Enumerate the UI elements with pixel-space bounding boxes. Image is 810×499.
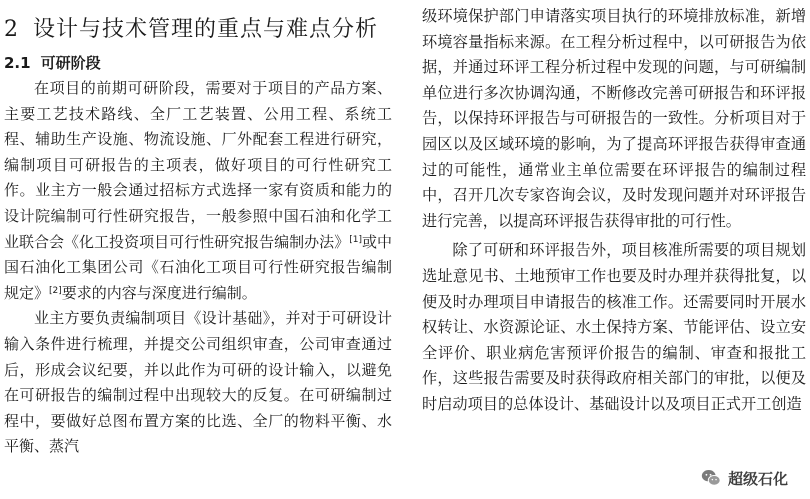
reference-marker[interactable]: [1] <box>349 234 362 245</box>
paragraph-text: 或中国石油化工集团公司《石油化工项目可行性研究报告编制规定》 <box>4 232 392 302</box>
paragraph-text: 要求的内容与深度进行编制。 <box>61 283 257 302</box>
watermark-text: 超级石化 <box>727 469 788 488</box>
paragraph <box>4 76 392 306</box>
paragraph-text: 除了可研和环评报告外，项目核准所需要的项目规划选址意见书、土地预审工作也要及时办理并获得批复，以便及时办理项目申请报告的核准工作。还需要同时开展水权转让、水资源论证、水土保持方案、节能评估、设立安全评价、职业病危害预评价报告的编制、审查和报批工作，这些报告需要及时获得政府相关部门的审批，以便及时启动项目的总体设计、基础设计以及项目正式开工创造 <box>422 241 806 413</box>
subsection-title: 可研阶段 <box>40 54 101 72</box>
paragraph <box>422 238 806 417</box>
wechat-icon <box>700 467 722 489</box>
section-number: 2 <box>4 17 19 42</box>
subsection-heading <box>4 50 392 76</box>
paragraph <box>4 306 392 460</box>
subsection-number: 2.1 <box>4 54 31 72</box>
paragraph-text: 在项目的前期可研阶段，需要对于项目的产品方案、主要工艺技术路线、全厂工艺装置、公用工程、系统工程、辅助生产设施、物流设施、厂外配套工程进行研究，编制项目可研报告的主项表，做好项目的可行性研究工作。业主方一般会通过招标方式选择一家有资质和能力的设计院编制可行性研究报告，一般参照中国石油和化学工业联合会《化工投资项目可行性研究报告编制办法》 <box>4 79 392 251</box>
paragraph-text: 级环境保护部门申请落实项目执行的环境排放标准，新增环境容量指标来源。在工程分析过程中，以可研报告为依据，并通过环评工程分析过程中发现的问题，与可研编制单位进行多次协调沟通，不断修改完善可研报告和环评报告，以保持环评报告与可研报告的一致性。分析项目对于园区以及区域环境的影响，为了提高环评报告获得审查通过的可能性，通常业主单位需要在环评报告的编制过程中，召开几次专家咨询会议，及时发现问题并对环评报告进行完善，以提高环评报告获得审批的可行性。 <box>422 7 806 230</box>
left-column <box>4 0 392 499</box>
section-title: 设计与技术管理的重点与难点分析 <box>33 17 379 42</box>
reference-marker[interactable]: [2] <box>49 285 62 296</box>
paragraph <box>422 4 806 234</box>
watermark <box>696 465 794 491</box>
paragraph-text: 业主方要负责编制项目《设计基础》，并对于可研设计输入条件进行梳理，并提交公司组织审查，公司审查通过后，形成会议纪要，并以此作为可研的设计输入，以避免在可研报告的编制过程中出现较大的反复。在可研编制过程中，要做好总图布置方案的比选、全厂的物料平衡、水平衡、蒸汽 <box>4 309 392 456</box>
right-column <box>422 0 806 499</box>
section-heading <box>4 12 392 48</box>
